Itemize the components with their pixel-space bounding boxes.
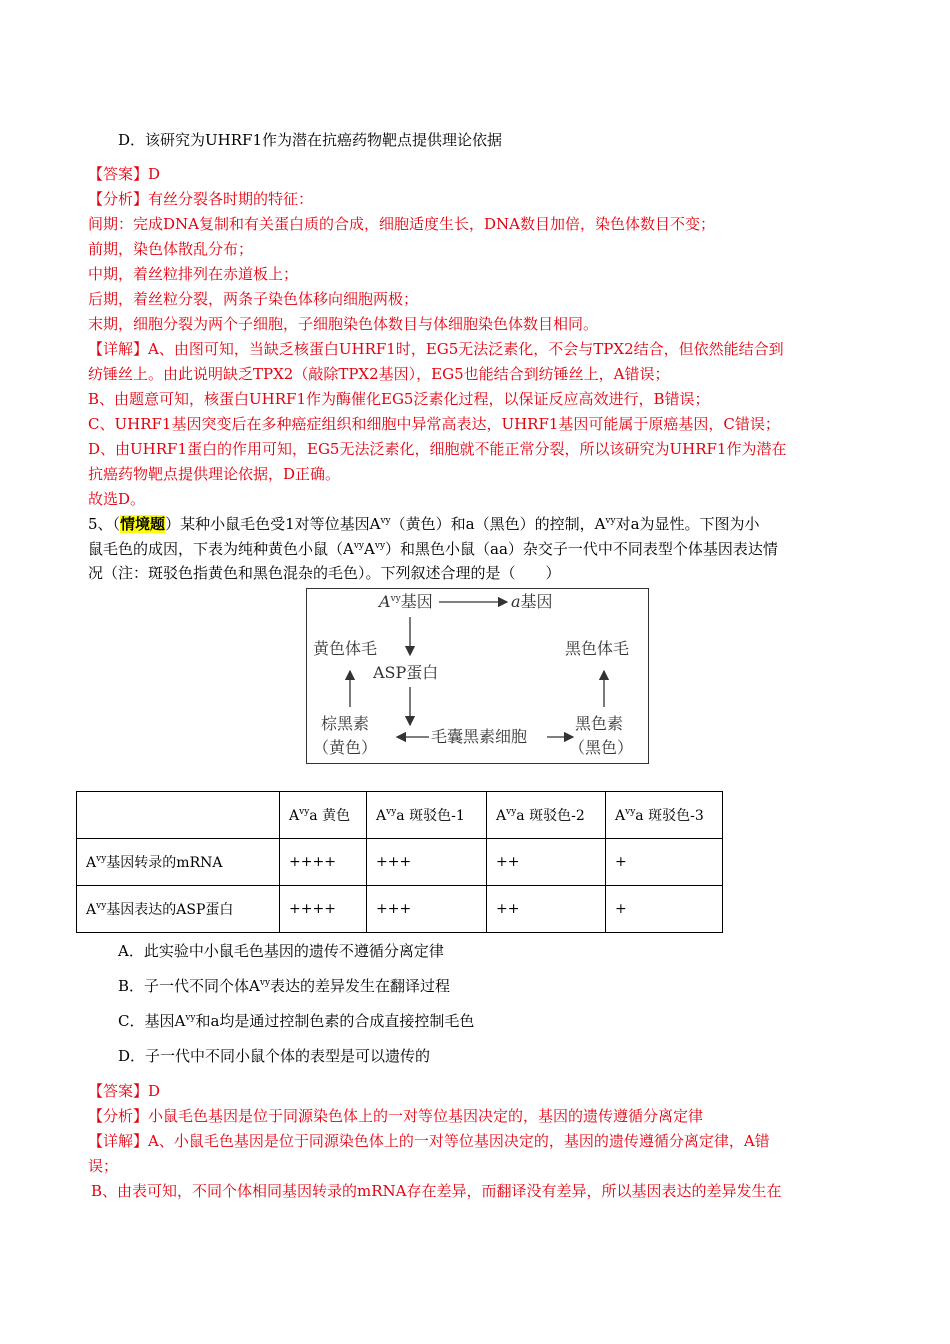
option-d: D．子一代中不同小鼠个体的表型是可以遗传的	[118, 1047, 431, 1065]
answer-line: 【答案】D	[88, 1082, 161, 1100]
table-header-cell	[77, 792, 280, 839]
black-hair-label: 黑色体毛	[565, 639, 630, 658]
yellow-hair-label: 黄色体毛	[313, 639, 378, 658]
analysis-line: 【分析】有丝分裂各时期的特征：	[88, 190, 314, 208]
table-header-cell: $A^{vy}a$ 斑驳色-2	[487, 792, 606, 839]
table-cell: ++++	[280, 886, 367, 933]
option-c: C．基因$A^{vy}$和a均是通过控制色素的合成直接控制毛色	[118, 1012, 475, 1030]
question-stem: 况（注：斑驳色指黄色和黑色混杂的毛色）。下列叙述合理的是（ ）	[88, 564, 561, 582]
question-stem: 5、（情境题）某种小鼠毛色受1对等位基因$A^{vy}$（黄色）和a（黑色）的控制，$A^{vy}$对a为显性。下图为小	[88, 515, 760, 533]
table-header-row	[77, 792, 723, 839]
analysis-line: 【分析】小鼠毛色基因是位于同源染色体上的一对等位基因决定的，基因的遗传遵循分离定律	[88, 1107, 704, 1125]
analysis-line: 中期，着丝粒排列在赤道板上；	[88, 265, 299, 283]
black-paren-label: （黑色）	[569, 738, 634, 757]
analysis-line: 间期：完成DNA复制和有关蛋白质的合成，细胞适度生长，DNA数目加倍，染色体数目不变；	[88, 215, 715, 233]
table-cell: ++	[487, 886, 606, 933]
detail-line: 抗癌药物靶点提供理论依据，D正确。	[88, 465, 341, 483]
brown-black-pigment-label: 棕黑素	[321, 714, 370, 733]
option-b: B．子一代不同个体$A^{vy}$表达的差异发生在翻译过程	[118, 977, 451, 995]
a-gene-label: a基因	[511, 592, 553, 611]
question-stem: 鼠毛色的成因，下表为纯种黄色小鼠$(A^{vy}A^{vy})$和黑色小鼠（aa）杂交子一代中不同表型个体基因表达情	[88, 540, 778, 558]
tag-badge: 情境题	[120, 515, 166, 533]
table-cell: ++++	[280, 839, 367, 886]
avy-gene-label: $A^{vy}$基因	[379, 592, 433, 611]
table-row	[77, 839, 723, 886]
detail-line: 纺锤丝上。由此说明缺乏TPX2（敲除TPX2基因），EG5也能结合到纺锤丝上，A错误；	[88, 365, 670, 383]
table-cell: +++	[367, 886, 487, 933]
table-cell: ++	[487, 839, 606, 886]
option-a: A．此实验中小鼠毛色基因的遗传不遵循分离定律	[118, 942, 444, 960]
table-header-cell: $A^{vy}a$ 斑驳色-3	[606, 792, 723, 839]
analysis-line: 后期，着丝粒分裂，两条子染色体移向细胞两极；	[88, 290, 419, 308]
row-label: $A^{vy}$基因表达的ASP蛋白	[77, 886, 280, 933]
detail-line: 误；	[88, 1157, 119, 1175]
table-header-cell: $A^{vy}a$ 斑驳色-1	[367, 792, 487, 839]
conclusion-line: 故选D。	[88, 490, 146, 508]
table-cell: +	[606, 839, 723, 886]
table-header-cell: $A^{vy}a$ 黄色	[280, 792, 367, 839]
detail-line: 【详解】A、由图可知，当缺乏核蛋白UHRF1时，EG5无法泛素化，不会与TPX2结合，但依然能结合到	[88, 340, 784, 358]
melanin-label: 黑色素	[575, 714, 624, 733]
table-cell: +	[606, 886, 723, 933]
option-d: D．该研究为UHRF1作为潜在抗癌药物靶点提供理论依据	[118, 131, 502, 149]
detail-line: B、由表可知，不同个体相同基因转录的mRNA存在差异，而翻译没有差异，所以基因表达的差异发生在	[91, 1182, 782, 1200]
table-row	[77, 886, 723, 933]
answer-line: 【答案】D	[88, 165, 161, 183]
row-label: $A^{vy}$基因转录的mRNA	[77, 839, 280, 886]
analysis-line: 前期，染色体散乱分布；	[88, 240, 254, 258]
detail-line: B、由题意可知，核蛋白UHRF1作为酶催化EG5泛素化过程，以保证反应高效进行，B错误；	[88, 390, 710, 408]
asp-protein-label: ASP蛋白	[373, 663, 439, 682]
detail-line: 【详解】A、小鼠毛色基因是位于同源染色体上的一对等位基因决定的，基因的遗传遵循分离定律，A错	[88, 1132, 770, 1150]
yellow-paren-label: （黄色）	[313, 738, 378, 757]
detail-line: C、UHRF1基因突变后在多种癌症组织和细胞中异常高表达，UHRF1基因可能属于原癌基因，C错误；	[88, 415, 780, 433]
table-cell: +++	[367, 839, 487, 886]
detail-line: D、由UHRF1蛋白的作用可知，EG5无法泛素化，细胞就不能正常分裂，所以该研究为UHRF1作为潜在	[88, 440, 787, 458]
gene-expression-table	[76, 791, 723, 933]
coat-color-diagram	[306, 588, 649, 764]
analysis-line: 末期，细胞分裂为两个子细胞，子细胞染色体数目与体细胞染色体数目相同。	[88, 315, 599, 333]
follicle-cell-label: 毛囊黑素细胞	[431, 727, 528, 746]
